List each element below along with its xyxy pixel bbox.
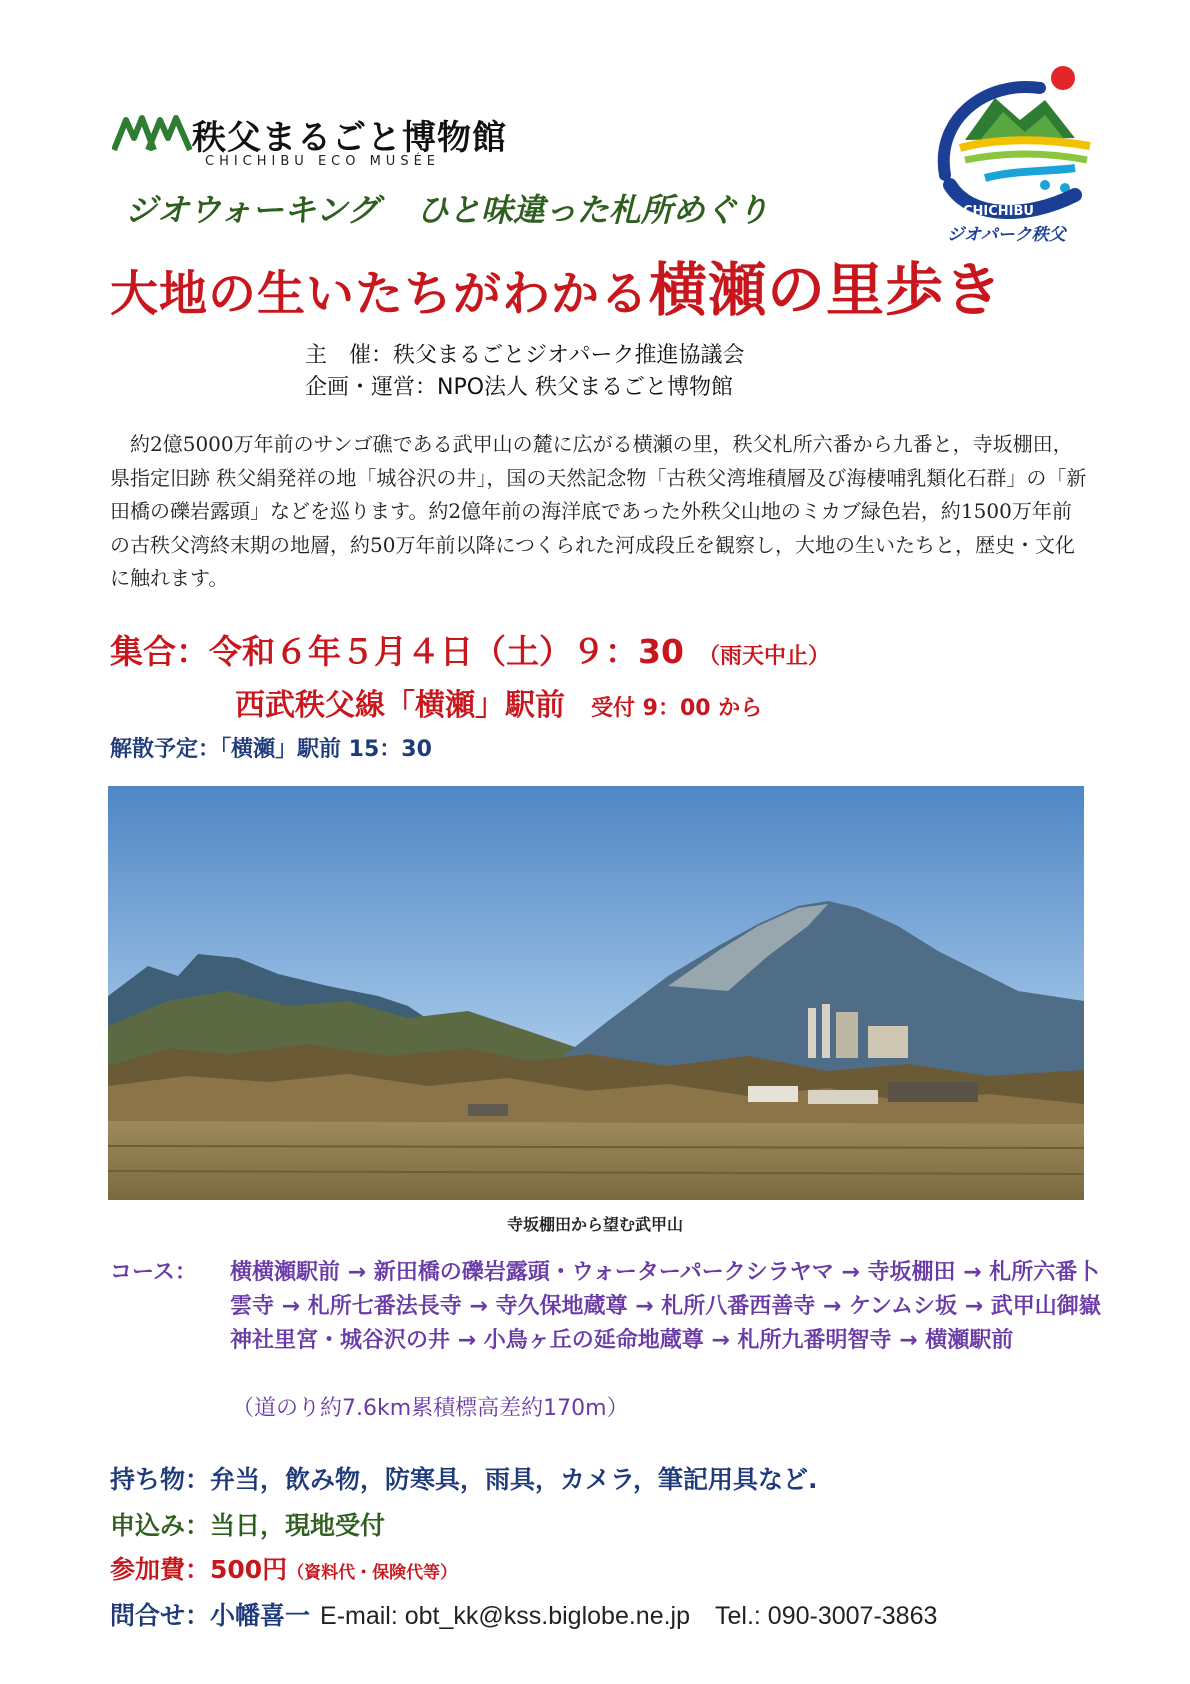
host-line: 主 催：秩父まるごとジオパーク推進協議会	[305, 343, 745, 368]
org-name: 秩父まるごと博物館	[192, 118, 507, 158]
reception-time: 受付 9：00 から	[591, 696, 763, 721]
subtitle	[125, 185, 769, 231]
application: 申込み：当日，現地受付	[110, 1511, 386, 1540]
items-to-bring: 持ち物：弁当，飲み物，防寒具，雨具，カメラ，筆記用具など.	[110, 1465, 818, 1494]
course-distance: （道のり約7.6km累積標高差約170m）	[232, 1396, 629, 1421]
contact-person: 問合せ：小幡喜一	[110, 1601, 311, 1630]
fee-note: （資料代・保険代等）	[287, 1563, 458, 1583]
landscape-photo	[108, 786, 1084, 1200]
station: 西武秩父線「横瀬」駅前	[235, 688, 565, 723]
geopark-logo-text: CHICHIBU	[963, 204, 1034, 219]
contact	[110, 1596, 937, 1632]
meeting-datetime	[110, 626, 830, 673]
photo-caption: 寺坂棚田から望む武甲山	[506, 1215, 683, 1234]
dismissal: 解散予定：「横瀬」駅前 15：30	[110, 737, 432, 762]
org-name-en: CHICHIBU ECO MUSÉE	[205, 154, 441, 169]
course-route: 横横瀬駅前 → 新田橋の礫岩露頭・ウォーターパークシラヤマ → 寺坂棚田 → 札所六番卜雲寺 → 札所七番法長寺 → 寺久保地蔵尊 → 札所八番西善寺 → ケンムシ坂 → 武甲山御嶽神社里宮・城谷沢の井 → 小鳥ヶ丘の延命地蔵尊 → 札所九番明智寺 → 横瀬駅前	[230, 1260, 1101, 1353]
description: 約2億5000万年前のサンゴ礁である武甲山の麓に広がる横瀬の里，秩父札所六番から九番と，寺坂棚田，県指定旧跡 秩父絹発祥の地「城谷沢の井」，国の天然記念物「古秩父湾堆積層及び海棲哺乳類化石群」の「新田橋の礫岩露頭」などを巡ります。約2億年前の海洋底であった外秩父山地のミカブ緑色岩，約1500万年前の古秩父湾終末期の地層，約50万年前以降につくられた河成段丘を観察し，大地の生いたちと，歴史・文化に触れます。	[110, 432, 1087, 590]
main-title-emphasis: 横瀬の里歩き	[649, 256, 1004, 324]
course-label: コース：	[110, 1260, 197, 1285]
fee	[110, 1550, 457, 1586]
meeting-date: 集合：令和６年５月４日（土）９：30	[110, 632, 684, 671]
geopark-name: ジオパーク秩父	[947, 225, 1066, 245]
contact-detail[interactable]: E-mail: obt_kk@kss.biglobe.ne.jp Tel.: 090-3007-3863	[320, 1602, 938, 1630]
planning-line: 企画・運営：NPO法人 秩父まるごと博物館	[305, 375, 734, 400]
museum-logo-icon	[112, 110, 192, 154]
main-title-lead: 大地の生いたちがわかる	[110, 266, 650, 322]
subtitle-geowalking: ジオウォーキング	[125, 191, 379, 229]
subtitle-pilgrimage: ひと味違った札所めぐり	[416, 191, 769, 229]
main-title	[110, 243, 1003, 327]
geopark-logo-icon	[925, 60, 1105, 245]
fee-amount: 参加費：500円	[110, 1555, 288, 1584]
meeting-place	[235, 680, 762, 724]
rain-note: （雨天中止）	[697, 644, 830, 669]
